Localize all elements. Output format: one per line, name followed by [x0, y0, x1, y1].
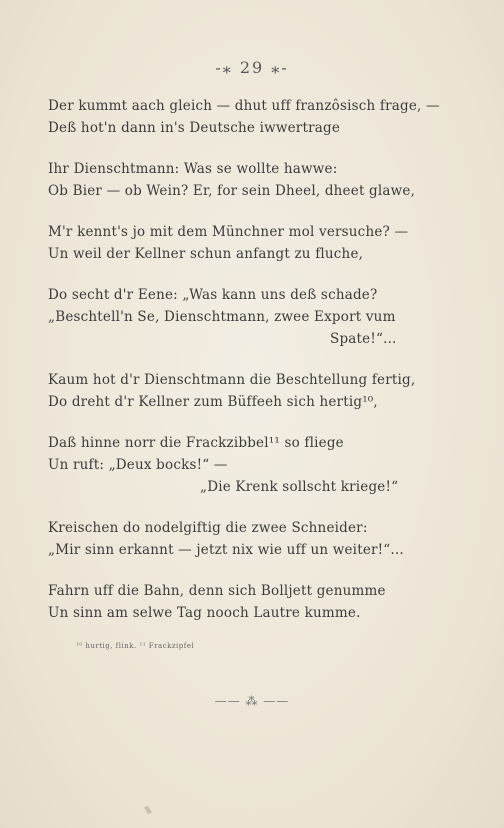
- text-line: Do secht d'r Eene: „Was kann uns deß schade?: [48, 287, 378, 303]
- text-line: Kreischen do nodelgiftig die zwee Schneider:: [48, 520, 368, 536]
- text-line: Deß hot'n dann in's Deutsche iwwertrage: [48, 120, 341, 136]
- text-line: Un sinn am selwe Tag nooch Lautre kumme.: [48, 605, 361, 621]
- text-line: „Beschtell'n Se, Dienschtmann, zwee Export vum: [48, 309, 396, 325]
- text-line: Daß hinne norr die Frackzibbel¹¹ so fliege: [48, 435, 344, 451]
- text-line: Der kummt aach gleich — dhut uff franzôsisch frage, —: [48, 98, 440, 114]
- text-line: Spate!“...: [330, 331, 397, 347]
- page-number: -⁎ 29 ⁎-: [215, 58, 289, 77]
- text-line: Fahrn uff die Bahn, denn sich Bolljett genumme: [48, 583, 386, 599]
- text-line: Do dreht d'r Kellner zum Büffeeh sich hertig¹⁰,: [48, 394, 378, 410]
- text-line: M'r kennt's jo mit dem Münchner mol versuche? —: [48, 224, 409, 240]
- text-line: Ob Bier — ob Wein? Er, for sein Dheel, dheet glawe,: [48, 183, 416, 199]
- text-line: Un weil der Kellner schun anfangt zu fluche,: [48, 246, 364, 262]
- ornament: —— ⁂ ——: [214, 694, 290, 708]
- text-line: „Mir sinn erkannt — jetzt nix wie uff un weiter!“...: [48, 542, 404, 558]
- footnote: ¹⁰ hurtig, flink. ¹¹ Frackzipfel: [76, 642, 195, 650]
- text-line: Ihr Dienschtmann: Was se wollte hawwe:: [48, 161, 338, 177]
- text-line: „Die Krenk sollscht kriege!“: [200, 479, 399, 495]
- paper-mark: [144, 806, 152, 815]
- text-line: Un ruft: „Deux bocks!“ —: [48, 457, 228, 473]
- text-line: Kaum hot d'r Dienschtmann die Beschtellung fertig,: [48, 372, 416, 388]
